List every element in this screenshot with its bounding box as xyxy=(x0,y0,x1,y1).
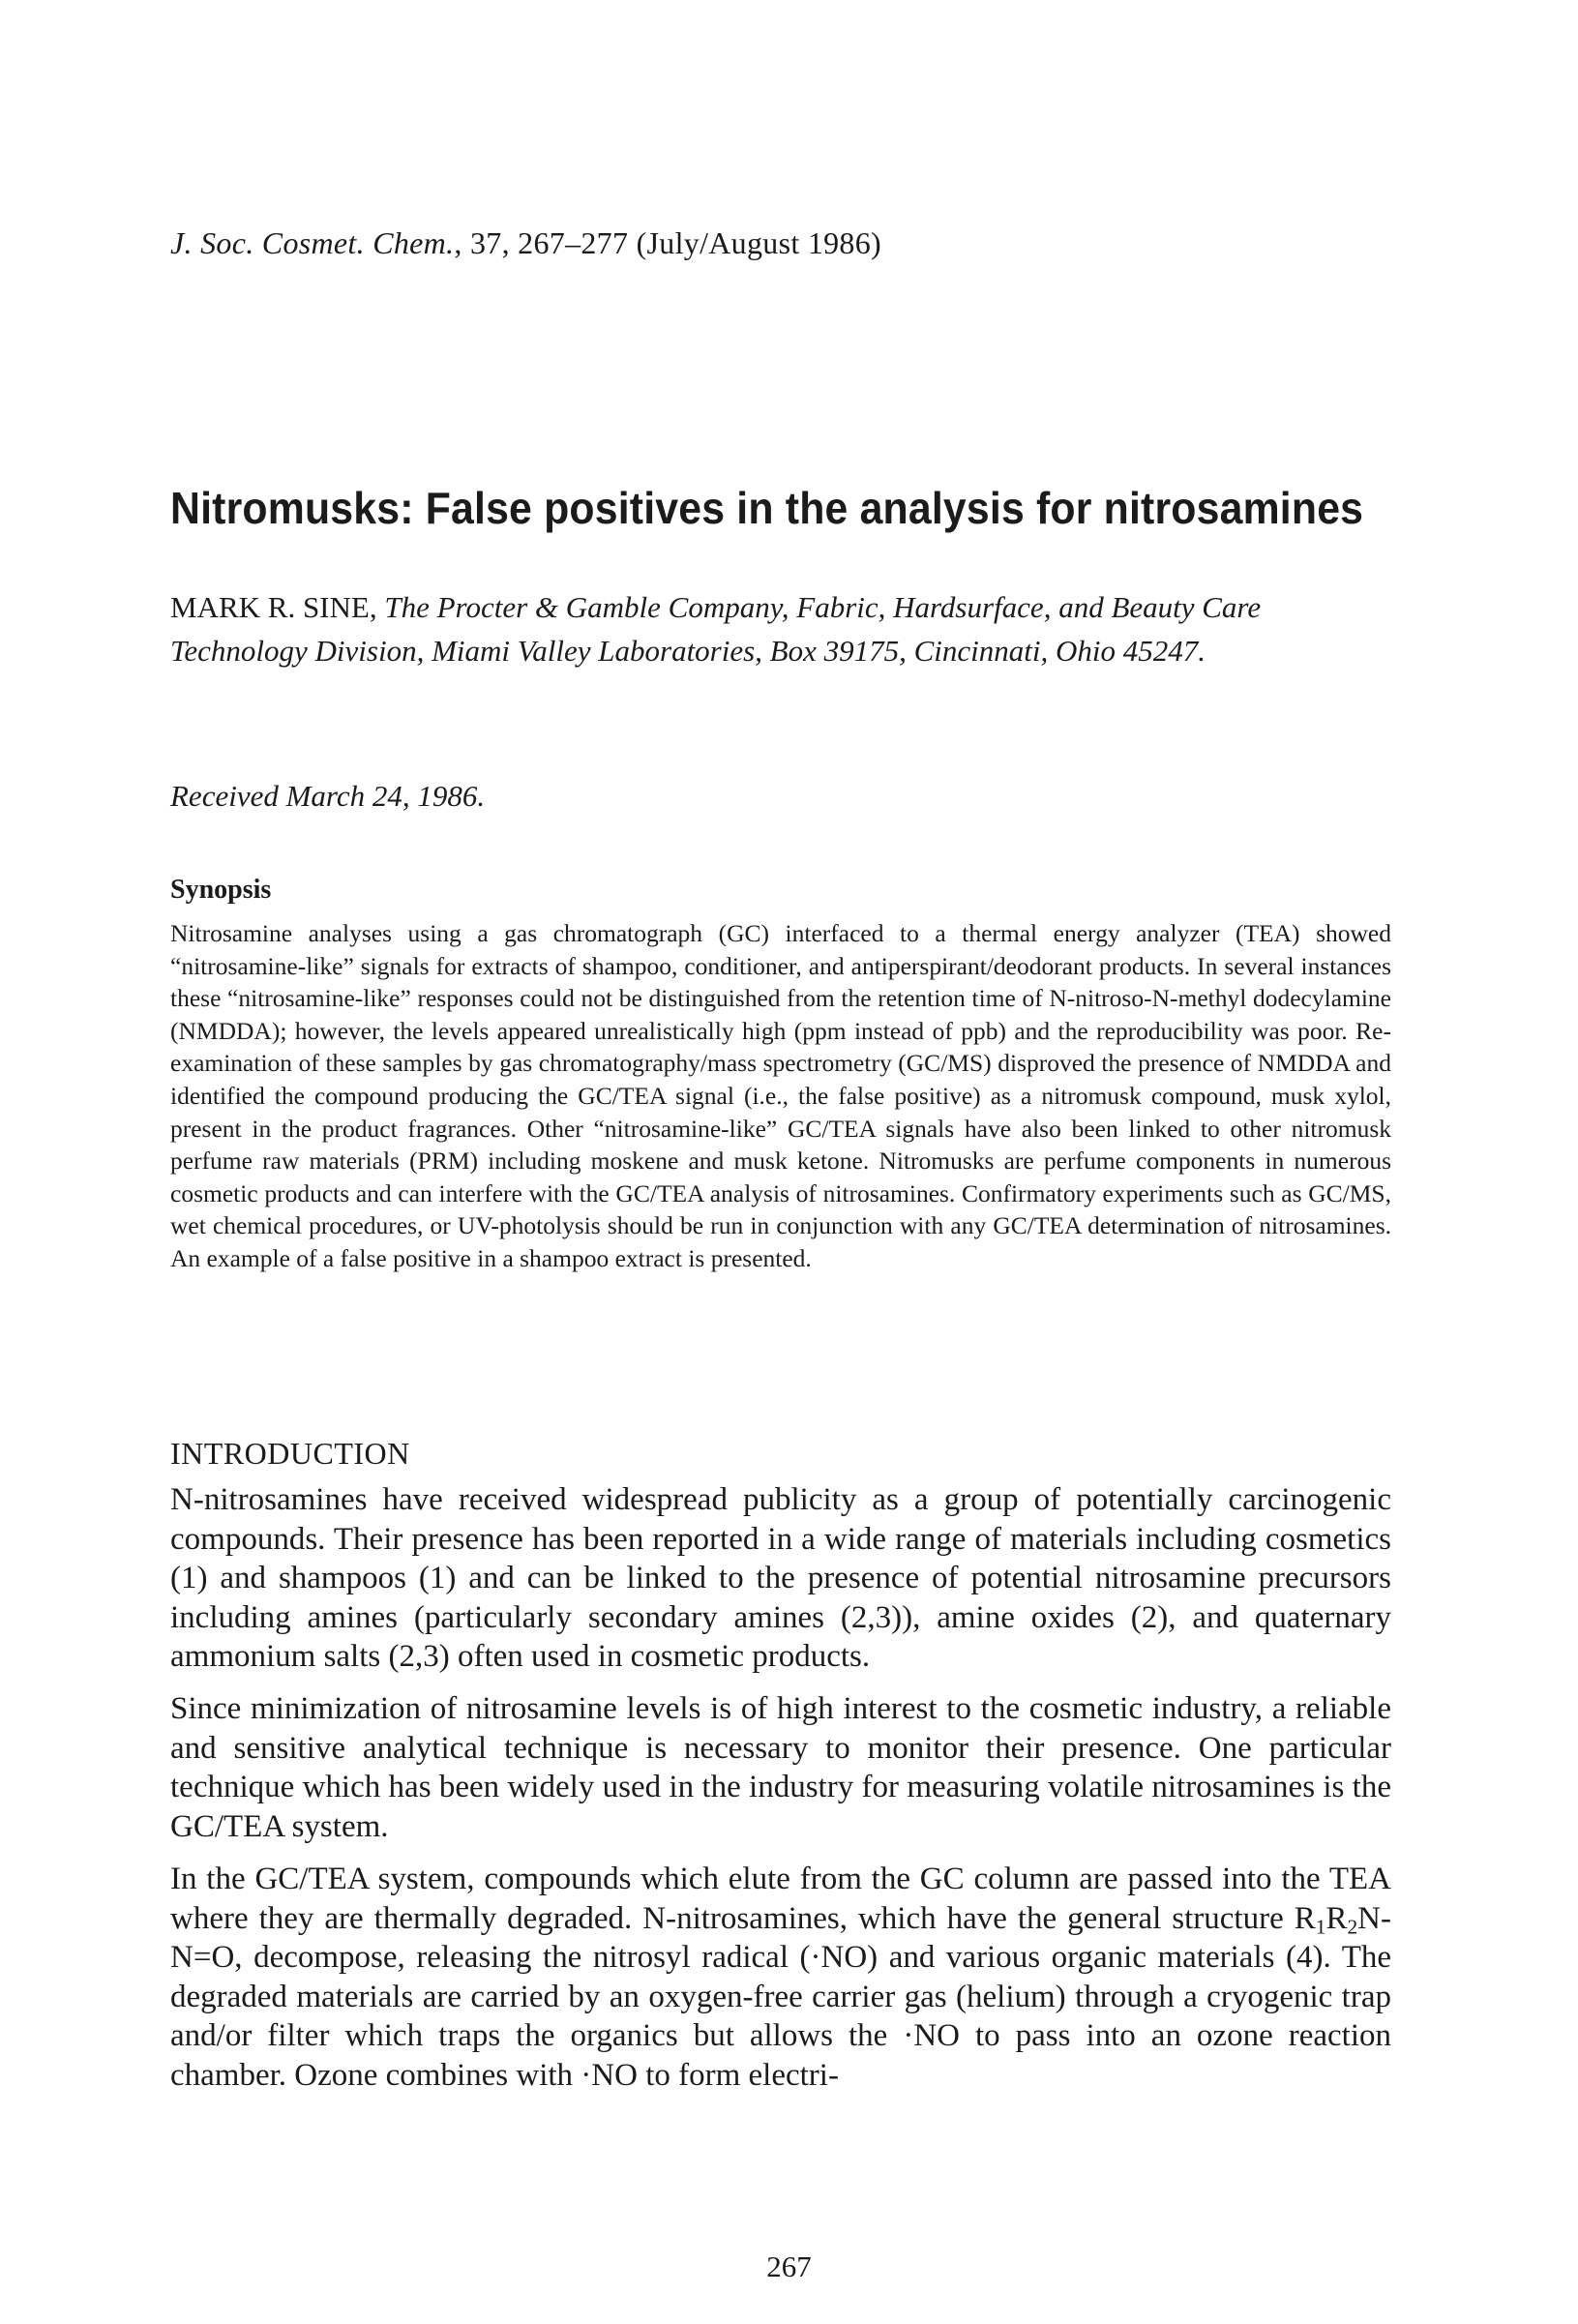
journal-name: J. Soc. Cosmet. Chem. xyxy=(170,225,455,260)
subscript-2: 2 xyxy=(1347,1914,1358,1938)
p3-text-start: In the GC/TEA system, compounds which elute from the GC column are passed into the TEA where they are thermally degraded. N-nitrosamines, which have the general structure R xyxy=(170,1862,1391,1936)
institution: The Procter & Gamble Company, Fabric, Hardsurface, and Beauty Care Technology Division, Miami Valley Laboratories, Box 39175, Cincinnati, Ohio 45247. xyxy=(170,590,1262,668)
page-number: 267 xyxy=(766,2250,812,2283)
received-date: Received March 24, 1986. xyxy=(170,779,486,813)
p3-text-r: R xyxy=(1325,1900,1348,1936)
volume-pages: , 37, 267–277 (July/August 1986) xyxy=(454,225,881,260)
author-affiliation xyxy=(170,585,1389,672)
p3-text-end: N-N=O, decompose, releasing the nitrosyl radical (·NO) and various organic materials (4). The degraded materials are carried by an oxygen-free carrier gas (helium) through a cryogenic trap and/or filter which traps the organics but allows the ·NO to pass into an ozone reaction chamber. Ozone combines with ·NO to form electri- xyxy=(170,1900,1391,2093)
intro-paragraph-2: Since minimization of nitrosamine levels is of high interest to the cosmetic industry, a reliable and sensitive analytical technique is necessary to monitor their presence. One particular technique which has been widely used in the industry for measuring volatile nitrosamines is the GC/TEA system. xyxy=(170,1691,1391,1844)
synopsis-text: Nitrosamine analyses using a gas chromatograph (GC) interfaced to a thermal energy analyzer (TEA) showed “nitrosamine-like” signals for extracts of shampoo, conditioner, and antiperspirant/deodorant products. In several instances these “nitrosamine-like” responses could not be distinguished from the retention time of N-nitroso-N-methyl dodecylamine (NMDDA); however, the levels appeared unrealistically high (ppm instead of ppb) and the reproducibility was poor. Re-examination of these samples by gas chromatography/mass spectrometry (GC/MS) disproved the presence of NMDDA and identified the compound producing the GC/TEA signal (i.e., the false positive) as a nitromusk compound, musk xylol, present in the product fragrances. Other “nitrosamine-like” GC/TEA signals have also been linked to other nitromusk perfume raw materials (PRM) including moskene and musk ketone. Nitromusks are perfume components in numerous cosmetic products and can interfere with the GC/TEA analysis of nitrosamines. Confirmatory experiments such as GC/MS, wet chemical procedures, or UV-photolysis should be run in conjunction with any GC/TEA determination of nitrosamines. An example of a false positive in a shampoo extract is presented. xyxy=(170,919,1391,1272)
intro-paragraph-3 xyxy=(170,1860,1391,2095)
author-name: MARK R. SINE, xyxy=(170,590,377,624)
article-title: Nitromusks: False positives in the analysis for nitrosamines xyxy=(170,483,1364,533)
journal-citation xyxy=(170,225,881,261)
synopsis-heading: Synopsis xyxy=(170,875,272,905)
intro-paragraph-1: N-nitrosamines have received widespread publicity as a group of potentially carcinogenic compounds. Their presence has been reported in a wide range of materials including cosmetics (1) and shampoos (1) and can be linked to the presence of potential nitrosamine precursors including amines (particularly secondary amines (2,3)), amine oxides (2), and quaternary ammonium salts (2,3) often used in cosmetic products. xyxy=(170,1482,1391,1674)
introduction-heading: INTRODUCTION xyxy=(170,1436,410,1471)
subscript-1: 1 xyxy=(1315,1914,1326,1938)
